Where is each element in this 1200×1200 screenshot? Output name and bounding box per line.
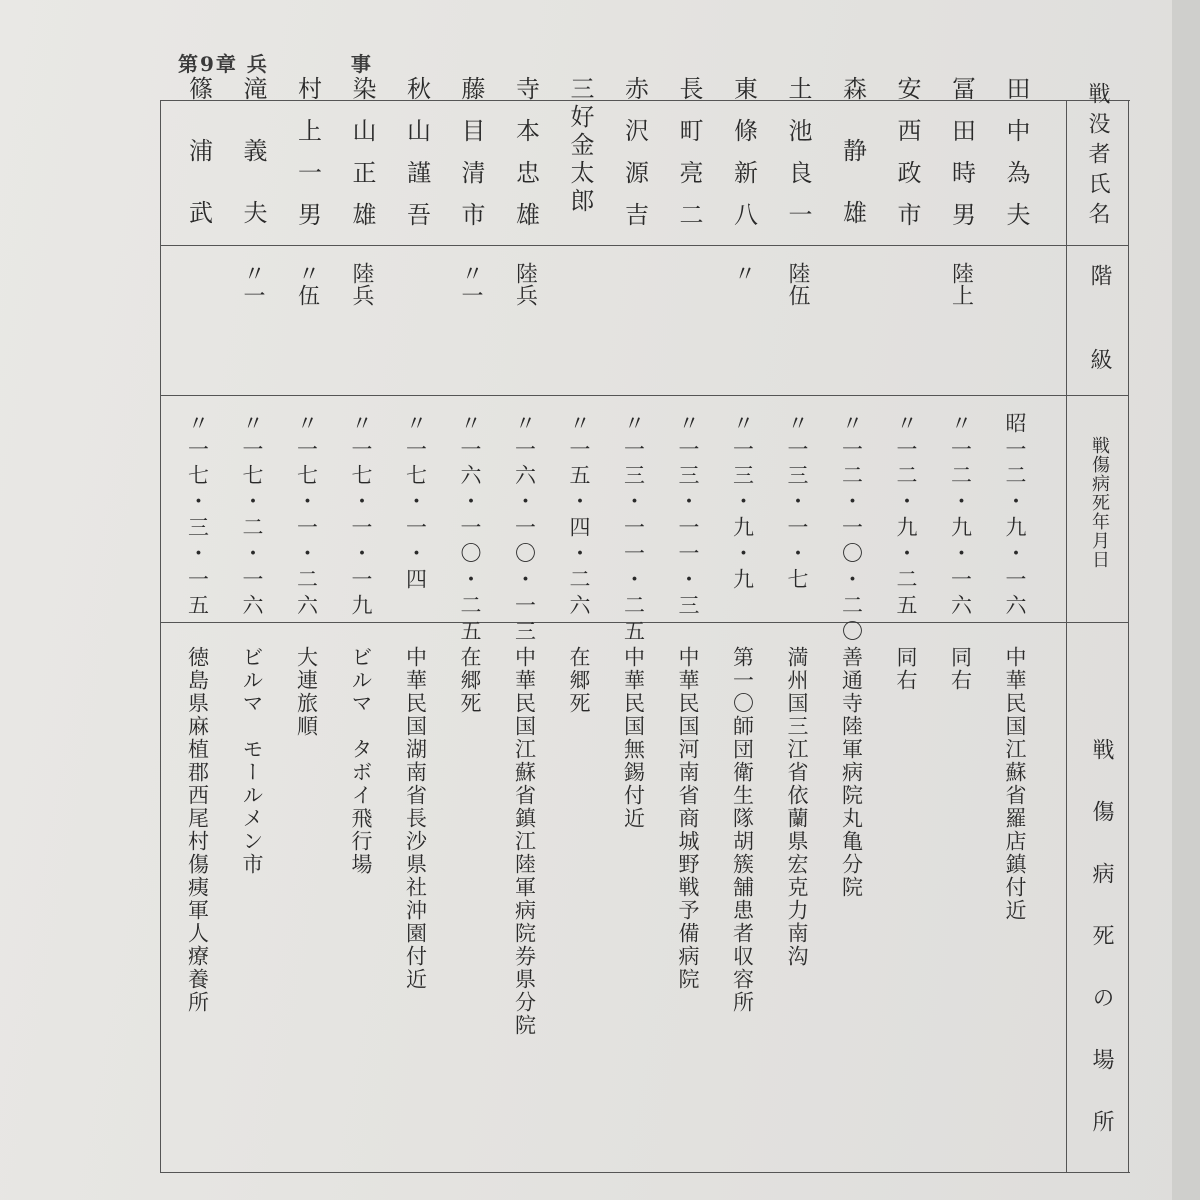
soldier-name: 土池良一 <box>784 76 812 244</box>
header-column-rule <box>1066 100 1067 1172</box>
death-place: ビルマ モールメン市 <box>240 646 264 876</box>
page-edge-shadow <box>1172 0 1200 1200</box>
rank-value: 〃一 <box>240 262 265 306</box>
soldier-name: 村上一男 <box>293 76 322 244</box>
death-place: 善通寺陸軍病院丸亀分院 <box>839 646 864 899</box>
death-date: 〃一七・一・二六 <box>294 412 319 620</box>
death-date: 〃一七・三・一五 <box>185 412 210 620</box>
soldier-name: 赤沢源吉 <box>620 76 649 244</box>
soldier-name: 篠浦武 <box>184 76 213 262</box>
header-place: 戦傷病死の場所 <box>1089 738 1114 1172</box>
death-date: 〃一二・九・一六 <box>948 412 973 620</box>
header-date: 戦傷病死年月日 <box>1089 436 1110 569</box>
table-bottom-rule <box>160 1172 1130 1173</box>
death-place: 大連旅順 <box>294 646 319 738</box>
death-date: 〃一二・一〇・二〇 <box>839 412 864 646</box>
death-date: 昭一二・九・一六 <box>1003 412 1027 620</box>
soldier-name: 田中為夫 <box>1002 76 1030 244</box>
death-place: 中華民国江蘇省鎮江陸軍病院券県分院 <box>512 646 537 1037</box>
rank-value: 〃伍 <box>294 262 320 306</box>
chapter-title-part-1: 兵 <box>246 52 269 76</box>
header-name: 戦没者氏名 <box>1085 82 1110 232</box>
death-date: 〃一六・一〇・一三 <box>512 412 537 646</box>
rank-value: 陸上 <box>948 262 974 306</box>
soldier-name: 東條新八 <box>729 76 758 244</box>
chapter-heading <box>178 48 373 77</box>
table-left-rule <box>160 100 161 1172</box>
soldier-name: 森静雄 <box>838 76 867 262</box>
death-place: 同右 <box>948 646 973 692</box>
death-place: 満州国三江省依蘭県宏克力南沟 <box>785 646 809 968</box>
death-place: 徳島県麻植郡西尾村傷痍軍人療養所 <box>185 646 210 1014</box>
rank-value: 陸兵 <box>512 262 538 306</box>
death-place: 中華民国湖南省長沙県社沖園付近 <box>403 646 428 991</box>
table-right-rule <box>1128 100 1129 1172</box>
death-place: 中華民国河南省商城野戦予備病院 <box>676 646 700 991</box>
row-rule-rank-date <box>160 395 1128 396</box>
death-place: 中華民国江蘇省羅店鎮付近 <box>1003 646 1027 922</box>
death-date: 〃一三・一一・三 <box>676 412 700 620</box>
death-date: 〃一三・一・七 <box>785 412 809 594</box>
soldier-name: 滝義夫 <box>239 76 267 262</box>
death-date: 〃一七・一・四 <box>403 412 428 594</box>
death-date: 〃一三・九・九 <box>730 412 755 594</box>
soldier-name: 寺本忠雄 <box>511 76 540 244</box>
death-place: 第一〇師団衛生隊胡簇舗患者収容所 <box>730 646 755 1014</box>
rank-value: 陸兵 <box>349 262 374 306</box>
soldier-name: 秋山謹吾 <box>402 76 431 244</box>
soldier-name: 藤目清市 <box>457 76 485 244</box>
death-date: 〃一六・一〇・二五 <box>458 412 482 646</box>
soldier-name: 三好金太郎 <box>566 76 594 216</box>
chapter-title-part-2: 事 <box>350 52 373 76</box>
soldier-name: 冨田時男 <box>947 76 976 244</box>
soldier-name: 長町亮二 <box>675 76 703 244</box>
death-place: 在郷死 <box>567 646 591 715</box>
death-place: 同右 <box>894 646 918 692</box>
rank-value: 〃一 <box>458 262 483 306</box>
death-place: 在郷死 <box>458 646 482 715</box>
rank-value: 陸伍 <box>785 262 810 306</box>
death-place: 中華民国無錫付近 <box>621 646 646 830</box>
death-date: 〃一七・一・一九 <box>349 412 373 620</box>
death-date: 〃一二・九・二五 <box>894 412 918 620</box>
rank-value: 〃 <box>730 262 756 284</box>
death-date: 〃一七・二・一六 <box>240 412 264 620</box>
death-place: ビルマ タボイ飛行場 <box>349 646 373 876</box>
row-rule-name-rank <box>160 245 1128 246</box>
chapter-number: 第9章 <box>178 52 238 76</box>
header-rank: 階級 <box>1087 264 1112 432</box>
soldier-name: 染山正雄 <box>348 76 376 244</box>
soldier-name: 安西政市 <box>893 76 921 244</box>
death-date: 〃一五・四・二六 <box>567 412 591 620</box>
death-date: 〃一三・一一・二五 <box>621 412 646 646</box>
